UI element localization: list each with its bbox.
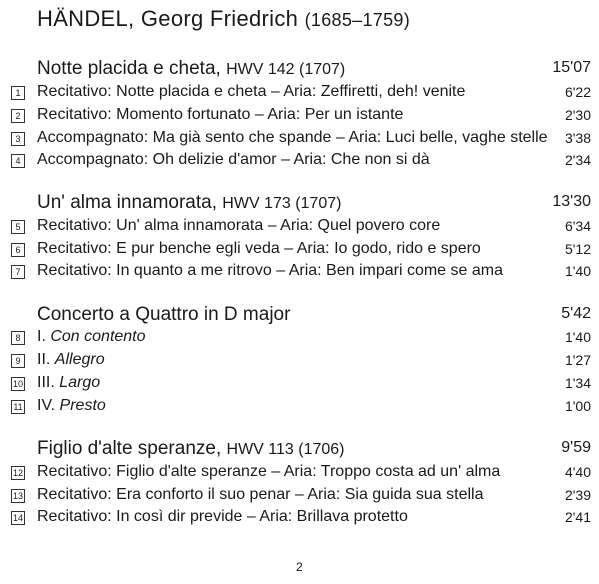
track-duration: 4'40 xyxy=(564,464,591,480)
track-number: 11 xyxy=(11,400,25,414)
track-duration: 1'40 xyxy=(564,329,591,345)
work-catalog: HWV 113 (1706) xyxy=(226,441,345,458)
work-duration: 15'07 xyxy=(552,59,591,76)
track-number: 5 xyxy=(11,220,25,234)
track-row xyxy=(0,151,599,173)
track-number: 14 xyxy=(12,513,23,523)
composer-dates: (1685–1759) xyxy=(304,10,411,30)
movement-number: II. xyxy=(37,351,51,368)
track-duration: 2'41 xyxy=(564,509,591,525)
page-number: 2 xyxy=(296,560,303,574)
track-row xyxy=(0,106,599,128)
track-row xyxy=(0,463,599,485)
track-duration: 1'34 xyxy=(564,375,591,391)
track-number: 6 xyxy=(11,243,25,257)
movement-tempo: Largo xyxy=(59,374,101,391)
track-row xyxy=(0,262,599,284)
movement-tempo: Presto xyxy=(59,397,106,414)
movement-tempo: Con contento xyxy=(50,328,146,345)
track-duration: 6'34 xyxy=(564,218,591,234)
track-title: Recitativo: In così dir previde – Aria: Brillava protetto xyxy=(37,508,408,525)
work-name: Notte placida e cheta, xyxy=(37,58,221,79)
work-title xyxy=(37,58,345,80)
track-row xyxy=(0,374,599,396)
track-row xyxy=(0,328,599,350)
track-title: Accompagnato: Oh delizie d'amor – Aria: Che non si dà xyxy=(37,151,430,168)
track-number: 4 xyxy=(11,154,25,168)
track-row xyxy=(0,486,599,508)
track-number: 10 xyxy=(12,379,23,389)
movement-tempo: Allegro xyxy=(54,351,105,368)
track-row xyxy=(0,240,599,262)
track-row xyxy=(0,508,599,530)
track-title xyxy=(37,328,146,346)
track-row xyxy=(0,83,599,105)
track-title: Recitativo: E pur benche egli veda – Aria: Io godo, rido e spero xyxy=(37,240,481,257)
work-title xyxy=(37,438,345,460)
track-title: Recitativo: Momento fortunato – Aria: Per un istante xyxy=(37,106,404,123)
composer-heading xyxy=(37,6,410,32)
track-number: 3 xyxy=(11,132,25,146)
track-duration: 5'12 xyxy=(564,241,591,257)
track-title xyxy=(37,374,100,392)
track-duration: 1'27 xyxy=(564,352,591,368)
track-title: Recitativo: Un' alma innamorata – Aria: Quel povero core xyxy=(37,217,441,234)
work-catalog: HWV 142 (1707) xyxy=(226,61,346,78)
work-duration: 5'42 xyxy=(561,305,591,322)
track-number: 12 xyxy=(12,468,23,478)
track-number: 2 xyxy=(11,109,25,123)
track-title: Accompagnato: Ma già sento che spande – Aria: Luci belle, vaghe stelle xyxy=(37,129,548,146)
track-title: Recitativo: Figlio d'alte speranze – Aria: Troppo costa ad un' alma xyxy=(37,463,501,480)
track-row xyxy=(0,217,599,239)
track-duration: 3'38 xyxy=(564,130,591,146)
track-title: Recitativo: Era conforto il suo penar – Aria: Sia guida sua stella xyxy=(37,486,484,503)
movement-number: III. xyxy=(37,374,55,391)
movement-number: I. xyxy=(37,328,46,345)
track-duration: 6'22 xyxy=(564,84,591,100)
work-title xyxy=(37,304,290,326)
track-duration: 2'34 xyxy=(564,152,591,168)
track-row xyxy=(0,129,599,151)
movement-number: IV. xyxy=(37,397,56,414)
work-name: Figlio d'alte speranze, xyxy=(37,438,222,459)
work-name: Concerto a Quattro in D major xyxy=(37,304,291,325)
track-number: 1 xyxy=(11,86,25,100)
track-duration: 1'00 xyxy=(564,398,591,414)
track-number: 9 xyxy=(11,354,25,368)
work-catalog: HWV 173 (1707) xyxy=(222,195,342,212)
track-number: 8 xyxy=(11,331,25,345)
track-row xyxy=(0,351,599,373)
track-number: 7 xyxy=(11,265,25,279)
work-duration: 9'59 xyxy=(561,439,591,456)
work-duration: 13'30 xyxy=(552,193,591,210)
work-title xyxy=(37,192,341,214)
track-duration: 2'39 xyxy=(564,487,591,503)
track-duration: 1'40 xyxy=(564,263,591,279)
composer-name: HÄNDEL, Georg Friedrich xyxy=(37,6,299,31)
track-title xyxy=(37,351,105,369)
track-row xyxy=(0,397,599,419)
track-title xyxy=(37,397,106,415)
track-title: Recitativo: In quanto a me ritrovo – Aria: Ben impari come se ama xyxy=(37,262,503,279)
track-title: Recitativo: Notte placida e cheta – Aria: Zeffiretti, deh! venite xyxy=(37,83,466,100)
track-number: 13 xyxy=(12,491,23,501)
track-duration: 2'30 xyxy=(564,107,591,123)
work-name: Un' alma innamorata, xyxy=(37,192,217,213)
